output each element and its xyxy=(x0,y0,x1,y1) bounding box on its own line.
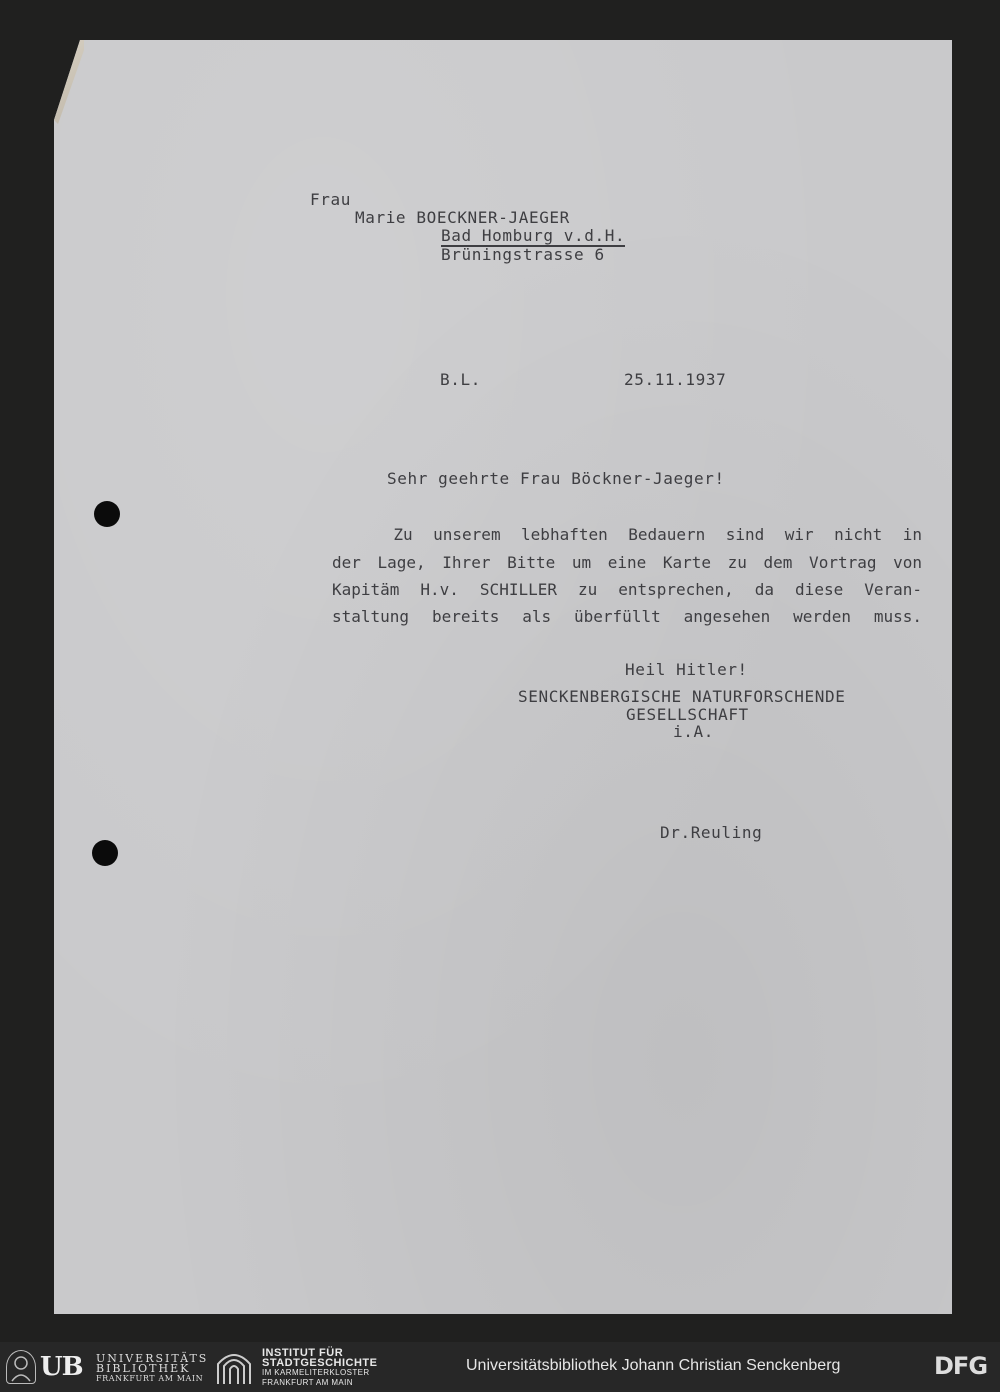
body-line-4: staltung bereits als überfüllt angesehen werden muss. xyxy=(332,607,922,626)
salutation-title: Frau xyxy=(310,190,351,209)
organization-line-2: GESELLSCHAFT xyxy=(626,705,749,724)
recipient-name: Marie BOECKNER-JAEGER xyxy=(355,208,570,227)
isg-line-4: FRANKFURT AM MAIN xyxy=(262,1378,353,1387)
ub-line-3: FRANKFURT AM MAIN xyxy=(96,1374,204,1383)
isg-line-3: IM KARMELITERKLOSTER xyxy=(262,1368,370,1377)
punch-hole-top xyxy=(94,501,120,527)
library-name: Universitätsbibliothek Johann Christian Senckenberg xyxy=(466,1357,841,1374)
letter-date: 25.11.1937 xyxy=(624,370,727,389)
isg-arch-icon xyxy=(214,1350,254,1384)
recipient-street: Brüningstrasse 6 xyxy=(441,245,605,264)
ub-seal-icon xyxy=(6,1350,36,1384)
on-behalf: i.A. xyxy=(673,722,714,741)
ub-logo: UB xyxy=(40,1352,83,1382)
reference-code: B.L. xyxy=(440,370,481,389)
isg-line-1: INSTITUT FÜR xyxy=(262,1347,344,1359)
body-line-1: Zu unserem lebhaften Bedauern sind wir nicht in xyxy=(332,525,922,544)
body-line-2: der Lage, Ihrer Bitte um eine Karte zu dem Vortrag von xyxy=(332,553,922,572)
ub-wordmark xyxy=(96,1354,208,1384)
footer-bar xyxy=(0,1342,1000,1392)
recipient-city: Bad Homburg v.d.H. xyxy=(441,226,626,245)
isg-line-2: STADTGESCHICHTE xyxy=(262,1357,378,1369)
punch-hole-bottom xyxy=(92,840,118,866)
body-line-3: Kapitäm H.v. SCHILLER zu entsprechen, da diese Veran- xyxy=(332,580,922,599)
closing: Heil Hitler! xyxy=(625,660,748,679)
organization-line-1: SENCKENBERGISCHE NATURFORSCHENDE xyxy=(518,687,846,706)
signatory: Dr.Reuling xyxy=(660,823,763,842)
greeting: Sehr geehrte Frau Böckner-Jaeger! xyxy=(387,469,725,488)
ub-line-1: UNIVERSITÄTS xyxy=(96,1352,209,1365)
isg-wordmark xyxy=(262,1348,377,1388)
dfg-logo: DFG xyxy=(934,1352,988,1380)
ub-line-2: BIBLIOTHEK xyxy=(96,1362,191,1375)
